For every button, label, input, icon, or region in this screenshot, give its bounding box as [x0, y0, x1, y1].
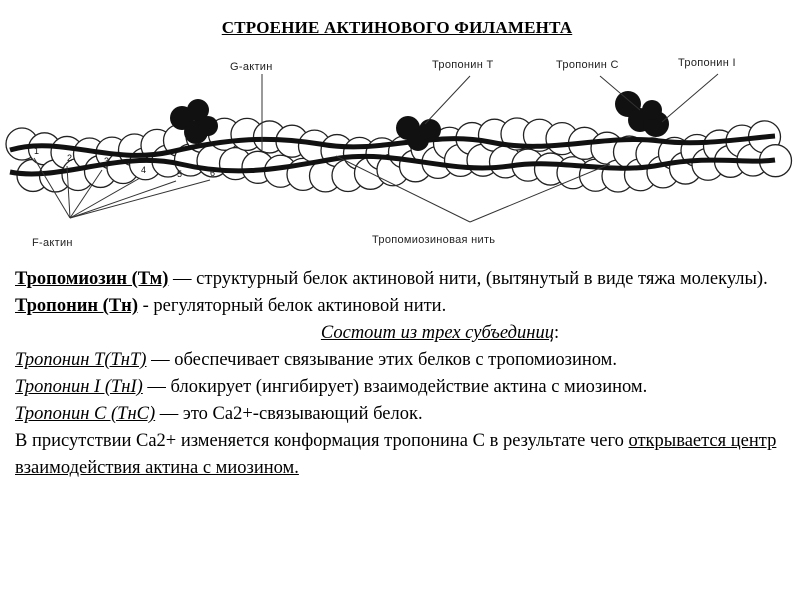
monomer-number: 2: [67, 153, 73, 163]
calcium-result: открывается центр взаимодействия актина с миозином.: [15, 431, 777, 478]
monomer-number: 5: [177, 169, 183, 179]
subunits-colon: :: [553, 323, 560, 343]
tropomyosin-term: Тропомиозин (Тм): [15, 269, 169, 289]
troponin-c-paragraph: [15, 401, 785, 428]
troponin-c-description: — это Са2+-связывающий белок.: [155, 404, 423, 424]
description-text: [15, 266, 785, 482]
troponin-i-term: Тропонин I (ТнI): [15, 377, 143, 397]
troponin-term: Тропонин (Тн): [15, 296, 139, 316]
f-actin-label: F-актин: [32, 237, 73, 249]
monomer-number: 6: [210, 168, 216, 178]
monomer-number: 4: [141, 165, 147, 175]
monomer-number: 3: [104, 156, 110, 166]
troponin-paragraph: [15, 293, 785, 320]
troponin-t-paragraph: [15, 347, 785, 374]
tropomyosin-description: — структурный белок актиновой нити, (вытянутый в виде тяжа молекулы).: [168, 269, 768, 289]
monomer-number: 1: [34, 146, 40, 156]
subunits-heading: [15, 320, 785, 347]
calcium-description: В присутствии Са2+ изменяется конформация тропонина С в результате чего: [15, 431, 629, 451]
g-actin-label: G-актин: [230, 61, 273, 73]
tropomyosin-paragraph: [15, 266, 785, 293]
troponin-t-term: Тропонин Т(ТнТ): [15, 350, 147, 370]
troponin-t-description: — обеспечивает связывание этих белков с тропомиозином.: [146, 350, 617, 370]
troponin-i-label: Тропонин I: [678, 57, 736, 69]
troponin-description: - регуляторный белок актиновой нити.: [138, 296, 447, 316]
troponin-i-paragraph: [15, 374, 785, 401]
troponin-c-term: Тропонин С (ТнС): [15, 404, 156, 424]
troponin-complex-right: [615, 91, 669, 137]
troponin-i-description: — блокирует (ингибирует) взаимодействие актина с миозином.: [142, 377, 648, 397]
calcium-paragraph: [15, 428, 785, 482]
troponin-t-label: Тропонин Т: [432, 59, 494, 71]
subunits-text: Состоит из трех субъединиц: [320, 323, 554, 343]
actin-filament-diagram: [0, 40, 794, 262]
troponin-c-label: Тропонин С: [556, 59, 619, 71]
tropomyosin-thread-label: Тропомиозиновая нить: [372, 234, 496, 246]
page-title: СТРОЕНИЕ АКТИНОВОГО ФИЛАМЕНТА: [221, 18, 573, 37]
